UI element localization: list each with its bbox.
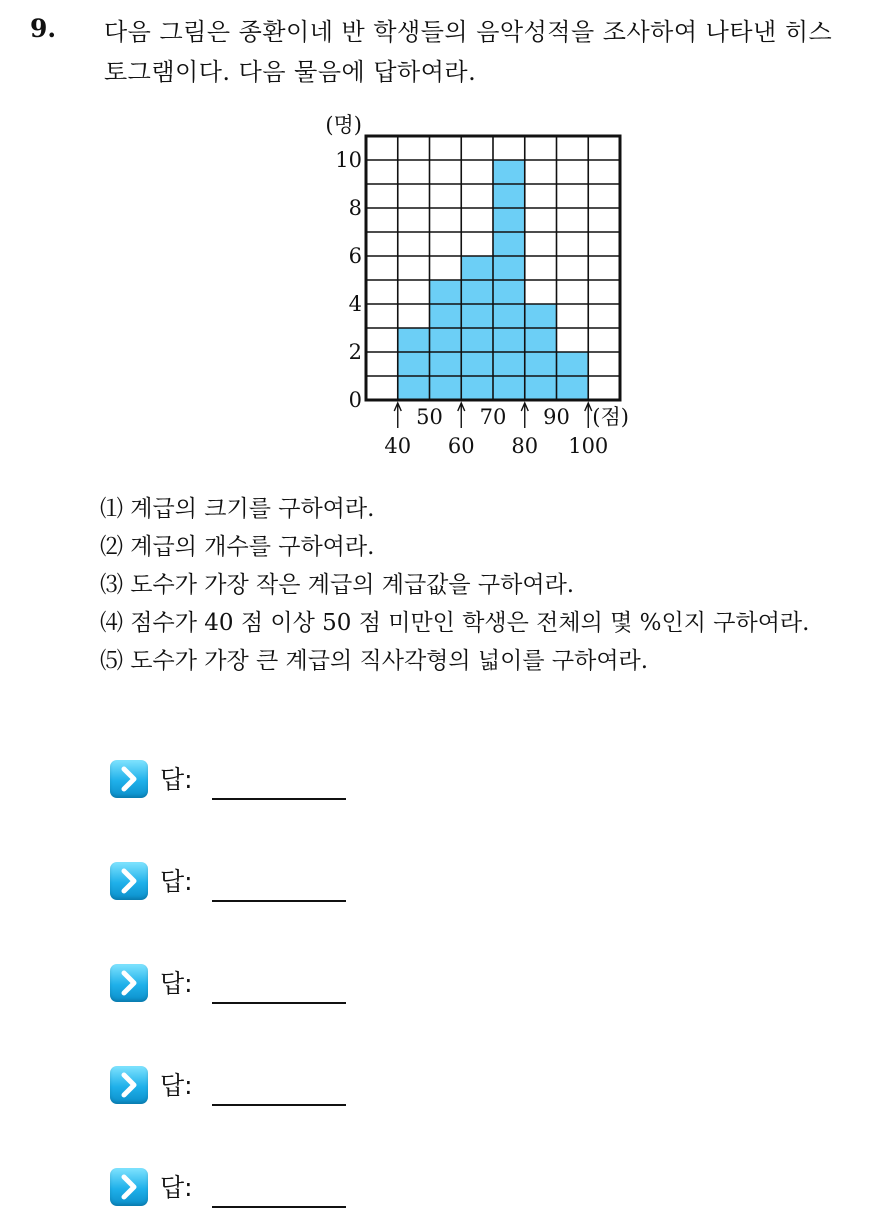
- subquestion-list: [100, 490, 880, 680]
- answer-label: 답:: [160, 1071, 193, 1100]
- answer-blank[interactable]: [212, 1104, 346, 1106]
- x-tick-label: 50: [416, 405, 443, 429]
- chevron-right-icon: [110, 760, 148, 798]
- chevron-right-icon: [110, 862, 148, 900]
- x-tick-label: 70: [479, 405, 507, 429]
- subquestion-1: ⑴ 계급의 크기를 구하여라.: [100, 496, 375, 522]
- subquestion-2: ⑵ 계급의 개수를 구하여라.: [100, 534, 375, 560]
- x-axis-unit: (점): [592, 405, 629, 429]
- y-tick-label: 4: [348, 292, 362, 316]
- x-tick-label: 90: [543, 405, 570, 429]
- answer-row-3: [110, 962, 370, 1006]
- answer-row-5: [110, 1166, 370, 1210]
- histogram-chart: [300, 110, 660, 460]
- answer-blank[interactable]: [212, 798, 346, 800]
- question-stem-line: 다음 그림은 종환이네 반 학생들의 음악성적을 조사하여 나타낸 히스: [104, 18, 833, 46]
- question-stem-line: 토그램이다. 다음 물음에 답하여라.: [104, 58, 477, 86]
- subquestion-4: ⑷ 점수가 40 점 이상 50 점 미만인 학생은 전체의 몇 %인지 구하여라.: [100, 610, 810, 636]
- question-stem: [104, 12, 874, 92]
- answer-label: 답:: [160, 765, 193, 794]
- x-tick-label: 100: [568, 434, 609, 458]
- answer-blank[interactable]: [212, 1206, 346, 1208]
- answer-label: 답:: [160, 867, 193, 896]
- chevron-right-icon: [110, 964, 148, 1002]
- chevron-right-icon: [110, 1066, 148, 1104]
- x-tick-label: 60: [447, 434, 475, 458]
- answer-row-2: [110, 860, 370, 904]
- question-number: 9.: [30, 14, 57, 43]
- answer-blank[interactable]: [212, 1002, 346, 1004]
- answer-label: 답:: [160, 1173, 193, 1202]
- chevron-right-icon: [110, 1168, 148, 1206]
- y-tick-label: 0: [348, 388, 362, 412]
- answer-row-4: [110, 1064, 370, 1108]
- histogram-bar: [430, 280, 462, 400]
- y-tick-label: 8: [348, 196, 362, 220]
- answer-label: 답:: [160, 969, 193, 998]
- subquestion-3: ⑶ 도수가 가장 작은 계급의 계급값을 구하여라.: [100, 572, 575, 598]
- y-tick-label: 6: [348, 244, 362, 268]
- y-axis-unit: (명): [325, 113, 362, 137]
- subquestion-5: ⑸ 도수가 가장 큰 계급의 직사각형의 넓이를 구하여라.: [100, 648, 649, 674]
- answer-blank[interactable]: [212, 900, 346, 902]
- x-tick-label: 40: [384, 434, 412, 458]
- x-tick-label: 80: [511, 434, 539, 458]
- answer-row-1: [110, 758, 370, 802]
- y-tick-label: 2: [348, 340, 362, 364]
- y-tick-label: 10: [335, 148, 362, 172]
- histogram-bar: [398, 328, 430, 400]
